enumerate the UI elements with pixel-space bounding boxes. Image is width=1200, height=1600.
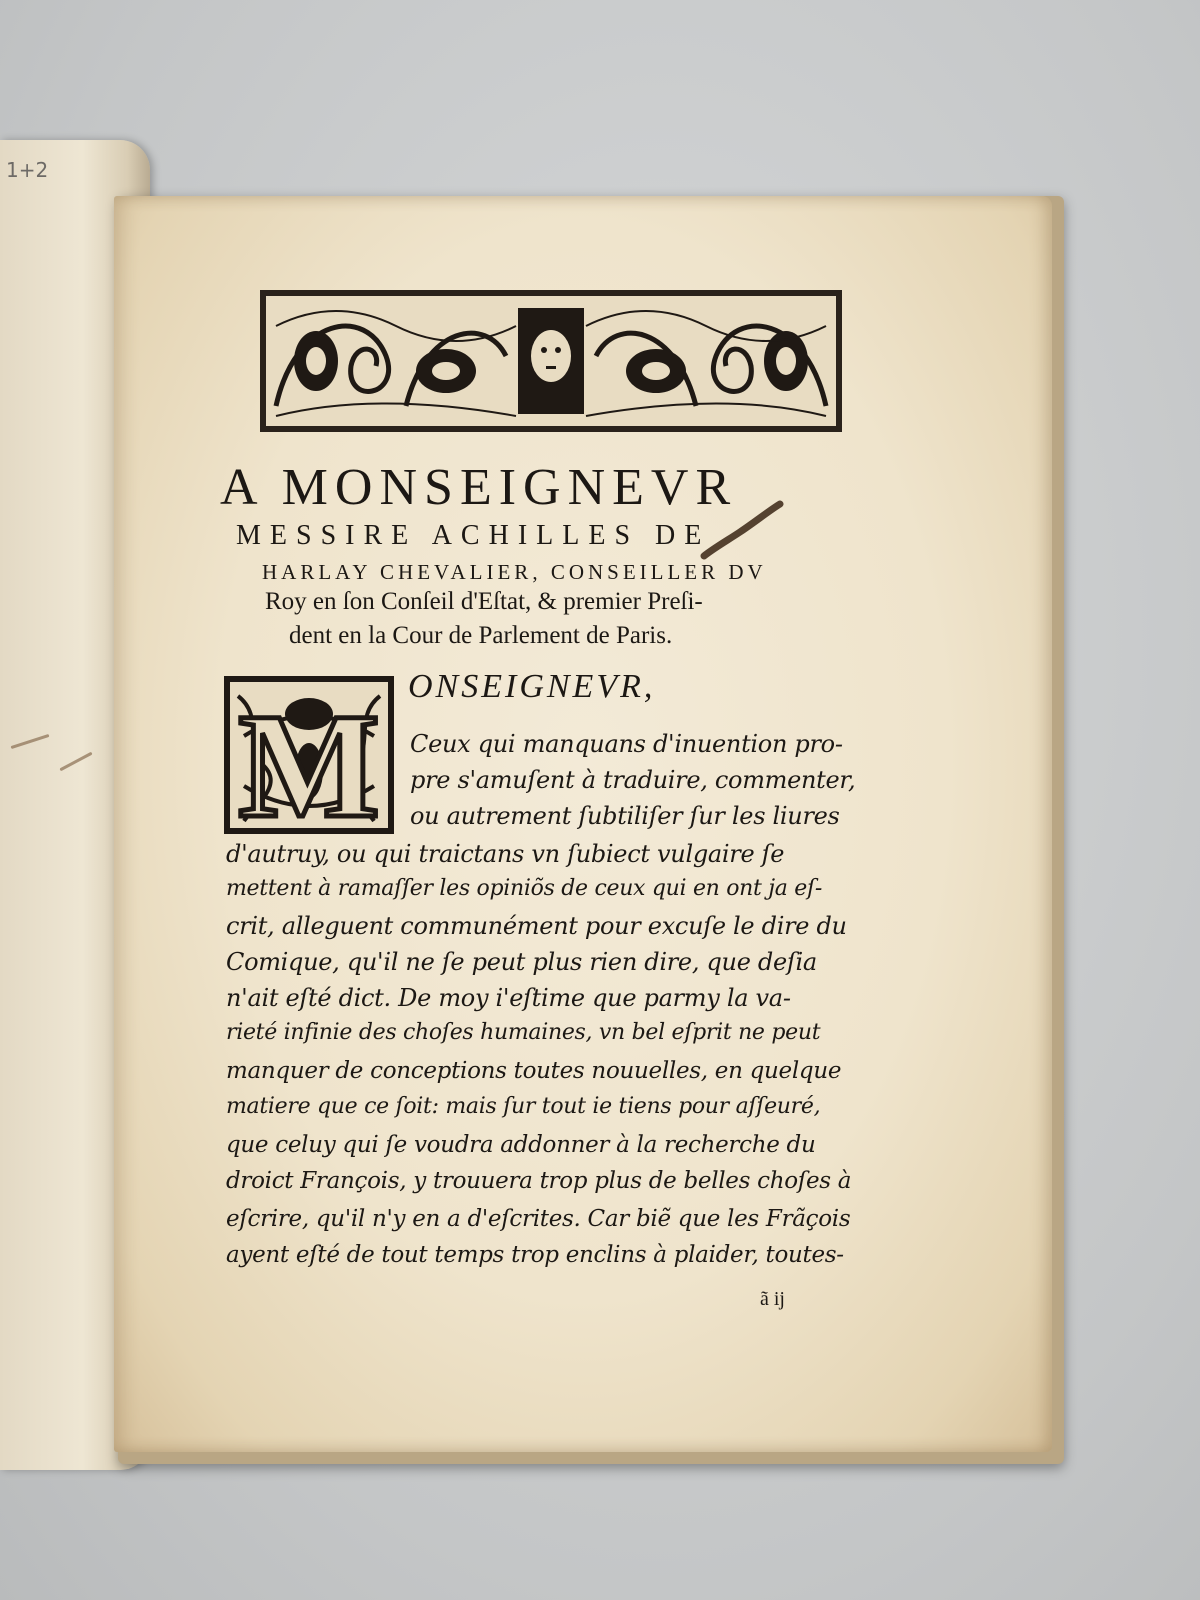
ink-smudge xyxy=(59,752,92,772)
body-text-line: ayent eſté de tout temps trop enclins à plaider, toutes- xyxy=(226,1242,844,1268)
dedication-line: Roy en ſon Conſeil d'Eſtat, & premier Preſi- xyxy=(265,588,703,615)
ink-smudge xyxy=(11,734,50,749)
dedication-line: HARLAY CHEVALIER, CONSEILLER DV xyxy=(262,560,767,584)
body-text-line: eſcrire, qu'il n'y en a d'eſcrites. Car biẽ que les Frãçois xyxy=(226,1206,851,1232)
signature-mark: ã ij xyxy=(760,1288,785,1310)
woodcut-headpiece-icon xyxy=(256,286,846,436)
body-text-line: crit, alleguent communément pour excuſe le dire du xyxy=(226,912,847,940)
body-text-line: rieté infinie des choſes humaines, vn bel eſprit ne peut xyxy=(226,1020,821,1045)
salutation: ONSEIGNEVR, xyxy=(408,668,656,705)
dedication-line: dent en la Cour de Parlement de Paris. xyxy=(289,622,673,649)
body-text-line: d'autruy, ou qui traictans vn ſubiect vulgaire ſe xyxy=(226,840,785,868)
dedication-line: MESSIRE ACHILLES DE xyxy=(236,520,711,551)
body-text-line: mettent à ramaſſer les opiniõs de ceux qui en ont ja eſ- xyxy=(226,876,822,901)
body-text-line: Comique, qu'il ne ſe peut plus rien dire, que deſia xyxy=(226,948,817,976)
body-text-line: pre s'amuſent à traduire, commenter, xyxy=(410,766,856,794)
body-text-line: droict François, y trouuera trop plus de belles choſes à xyxy=(226,1168,852,1194)
dropcap-letter: M xyxy=(238,683,380,834)
dedication-title: A MONSEIGNEVR xyxy=(220,459,738,516)
body-text-line: ou autrement ſubtiliſer ſur les liures xyxy=(410,802,840,830)
ink-stain-mark xyxy=(700,500,790,560)
body-text-line: matiere que ce ſoit: mais ſur tout ie tiens pour aſſeuré, xyxy=(226,1094,821,1119)
body-text-line: n'ait eſté dict. De moy i'eſtime que parmy la va- xyxy=(226,984,791,1012)
body-text-line: manquer de conceptions toutes nouuelles, en quelque xyxy=(226,1058,842,1084)
decorated-initial-icon xyxy=(224,676,394,834)
body-text-line: Ceux qui manquans d'inuention pro- xyxy=(410,730,843,758)
pencil-note: 1+2 xyxy=(6,158,49,182)
body-text-line: que celuy qui ſe voudra addonner à la recherche du xyxy=(226,1132,816,1158)
